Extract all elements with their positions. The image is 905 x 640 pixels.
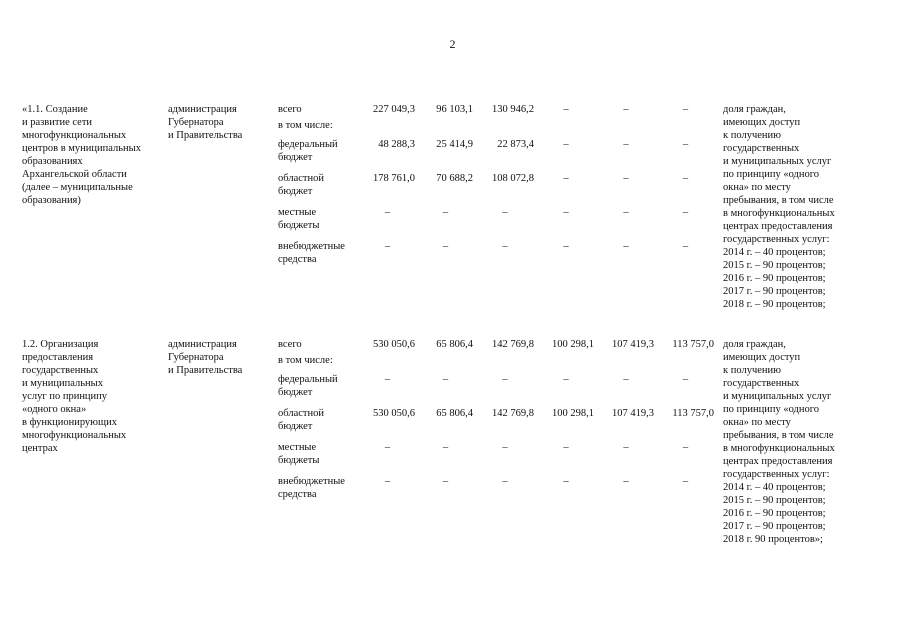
funding-source-label: местные бюджеты	[278, 442, 320, 466]
amount-cell: –	[623, 374, 629, 385]
target-indicator: доля граждан, имеющих доступ к получению государственных и муниципальных услуг по принципу «одного окна» по месту пребывания, в том числе в многофункциональных центрах предоставления государственных услуг: 2014 г. – 40 процентов; 2015 г. – 90 процентов; 2016 г. – 90 процентов; 2017 г. – 90 процентов; 2018 г. – 90 процентов;	[723, 104, 835, 310]
amount-cell: –	[563, 139, 569, 150]
amount-cell: –	[623, 476, 629, 487]
amount-cell: –	[623, 207, 629, 218]
amount-cell: –	[682, 374, 689, 385]
funding-source-label: внебюджетные средства	[278, 476, 345, 500]
funding-source-label: всего	[278, 104, 302, 115]
amount-cell: –	[682, 207, 689, 218]
funding-source-label: местные бюджеты	[278, 207, 320, 231]
funding-source-label: внебюджетные средства	[278, 241, 345, 265]
amount-cell: 142 769,8	[492, 339, 534, 350]
activity-title: 1.2. Организация предоставления государственных и муниципальных услуг по принципу «одного окна» в функционирующих многофункциональных центрах	[22, 339, 127, 454]
amount-cell: –	[384, 442, 391, 453]
amount-cell: –	[682, 442, 689, 453]
amount-cell: 100 298,1	[552, 339, 594, 350]
amount-cell: –	[384, 207, 391, 218]
funding-source-label: в том числе:	[278, 120, 333, 131]
amount-cell: –	[384, 241, 391, 252]
amount-cell: 530 050,6	[373, 408, 415, 419]
activity-title: «1.1. Создание и развитие сети многофункциональных центров в муниципальных образованиях Архангельской области (далее – муниципальные образования)	[22, 104, 141, 206]
amount-cell: –	[442, 374, 449, 385]
amount-cell: 227 049,3	[373, 104, 415, 115]
amount-cell: 70 688,2	[436, 173, 473, 184]
amount-cell: –	[623, 241, 629, 252]
amount-cell: 65 806,4	[436, 408, 473, 419]
funding-source-label: федеральный бюджет	[278, 139, 338, 163]
amount-cell: –	[563, 374, 569, 385]
amount-cell: 107 419,3	[612, 339, 654, 350]
amount-cell: –	[563, 173, 569, 184]
amount-cell: –	[682, 173, 689, 184]
funding-source-label: в том числе:	[278, 355, 333, 366]
amount-cell: –	[563, 207, 569, 218]
amount-cell: –	[442, 442, 449, 453]
amount-cell: 107 419,3	[612, 408, 654, 419]
amount-cell: 130 946,2	[492, 104, 534, 115]
amount-cell: –	[442, 241, 449, 252]
amount-cell: –	[384, 476, 391, 487]
funding-source-label: областной бюджет	[278, 408, 324, 432]
amount-cell: 100 298,1	[552, 408, 594, 419]
funding-source-label: всего	[278, 339, 302, 350]
amount-cell: 113 757,0	[672, 339, 714, 350]
amount-cell: –	[682, 139, 689, 150]
amount-cell: 96 103,1	[436, 104, 473, 115]
amount-cell: –	[563, 476, 569, 487]
amount-cell: 142 769,8	[492, 408, 534, 419]
amount-cell: 25 414,9	[436, 139, 473, 150]
amount-cell: –	[442, 207, 449, 218]
amount-cell: 530 050,6	[373, 339, 415, 350]
page-number: 2	[449, 37, 456, 51]
amount-cell: –	[682, 476, 689, 487]
executor: администрация Губернатора и Правительства	[168, 339, 243, 376]
amount-cell: –	[502, 374, 508, 385]
executor: администрация Губернатора и Правительства	[168, 104, 243, 141]
amount-cell: –	[682, 104, 689, 115]
amount-cell: 65 806,4	[436, 339, 473, 350]
funding-source-label: федеральный бюджет	[278, 374, 338, 398]
amount-cell: –	[682, 241, 689, 252]
amount-cell: 113 757,0	[672, 408, 714, 419]
amount-cell: 108 072,8	[492, 173, 534, 184]
amount-cell: –	[502, 207, 508, 218]
amount-cell: –	[563, 104, 569, 115]
amount-cell: –	[384, 374, 391, 385]
amount-cell: –	[563, 241, 569, 252]
amount-cell: –	[442, 476, 449, 487]
amount-cell: –	[502, 442, 508, 453]
amount-cell: 178 761,0	[373, 173, 415, 184]
target-indicator: доля граждан, имеющих доступ к получению государственных и муниципальных услуг по принципу «одного окна» по месту пребывания, в том числе в многофункциональных центрах предоставления государственных услуг: 2014 г. – 40 процентов; 2015 г. – 90 процентов; 2016 г. – 90 процентов; 2017 г. – 90 процентов; 2018 г. 90 процентов»;	[723, 339, 835, 545]
amount-cell: –	[502, 241, 508, 252]
amount-cell: 48 288,3	[378, 139, 415, 150]
amount-cell: –	[623, 139, 629, 150]
amount-cell: –	[502, 476, 508, 487]
amount-cell: –	[623, 442, 629, 453]
amount-cell: –	[623, 173, 629, 184]
funding-source-label: областной бюджет	[278, 173, 324, 197]
amount-cell: –	[623, 104, 629, 115]
amount-cell: –	[563, 442, 569, 453]
amount-cell: 22 873,4	[497, 139, 534, 150]
